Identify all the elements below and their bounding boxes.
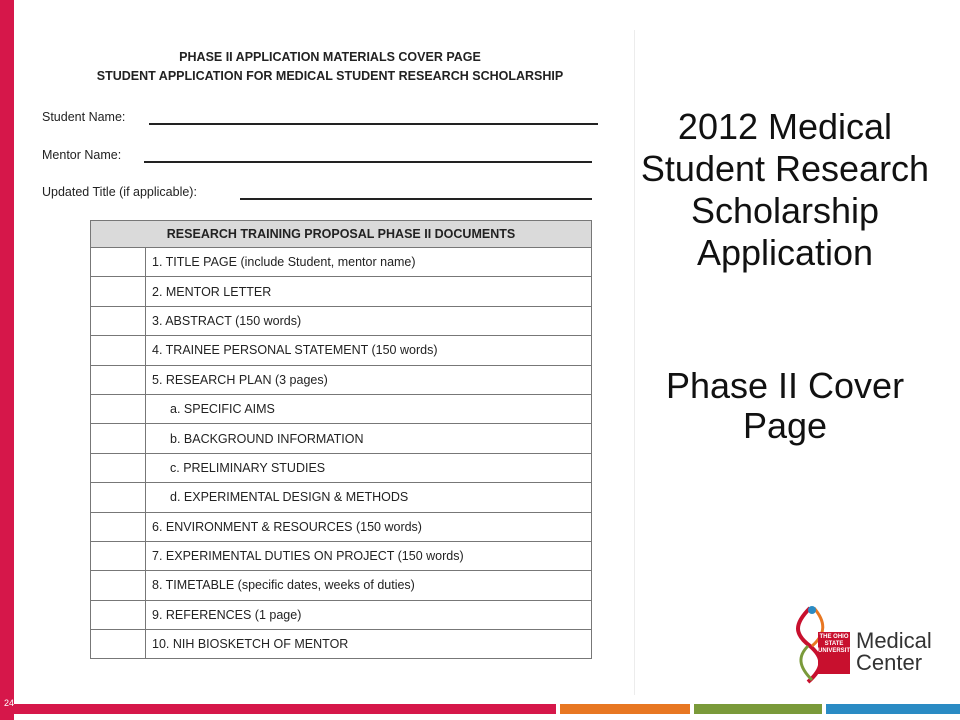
table-row: 5. RESEARCH PLAN (3 pages) — [91, 365, 592, 394]
updated-title-label: Updated Title (if applicable): — [42, 185, 197, 199]
slide-subtitle: Phase II Cover Page — [665, 365, 905, 446]
bottom-orange-segment — [560, 704, 690, 714]
mentor-name-line — [144, 161, 592, 163]
document-heading-1: PHASE II APPLICATION MATERIALS COVER PAGE — [179, 50, 481, 64]
table-row: 7. EXPERIMENTAL DUTIES ON PROJECT (150 words) — [91, 541, 592, 570]
table-row: 8. TIMETABLE (specific dates, weeks of duties) — [91, 571, 592, 600]
cover-page-document-image — [26, 30, 635, 695]
table-row: c. PRELIMINARY STUDIES — [91, 453, 592, 482]
table-row: 6. ENVIRONMENT & RESOURCES (150 words) — [91, 512, 592, 541]
table-row: d. EXPERIMENTAL DESIGN & METHODS — [91, 483, 592, 512]
table-row: 2. MENTOR LETTER — [91, 277, 592, 306]
page-number: 24 — [4, 698, 15, 708]
table-row: 3. ABSTRACT (150 words) — [91, 306, 592, 335]
logo-line-1: Medical — [856, 628, 932, 653]
logo-line-2: Center — [856, 650, 923, 675]
student-name-label: Student Name: — [42, 110, 126, 124]
slide-title: 2012 Medical Student Research Scholarship Application — [640, 106, 930, 273]
bottom-blue-segment — [826, 704, 960, 714]
table-row: 4. TRAINEE PERSONAL STATEMENT (150 words) — [91, 336, 592, 365]
table-row: 10. NIH BIOSKETCH OF MENTOR — [91, 630, 592, 659]
osu-medical-center-logo — [790, 604, 940, 684]
ohio-state-seal — [818, 632, 855, 674]
table-header: RESEARCH TRAINING PROPOSAL PHASE II DOCUMENTS — [91, 221, 592, 248]
table-row: 1. TITLE PAGE (include Student, mentor name) — [91, 248, 592, 277]
document-heading-2: STUDENT APPLICATION FOR MEDICAL STUDENT RESEARCH SCHOLARSHIP — [96, 69, 564, 83]
table-row: b. BACKGROUND INFORMATION — [91, 424, 592, 453]
bottom-red-segment — [0, 704, 556, 714]
logo-text — [856, 630, 932, 674]
phase-ii-documents-table — [90, 220, 592, 659]
mentor-name-label: Mentor Name: — [42, 148, 122, 162]
bottom-green-segment — [694, 704, 822, 714]
left-accent-bar — [0, 0, 14, 720]
student-name-line — [149, 123, 598, 125]
seal-text: THE OHIO STATE UNIVERSITY — [818, 634, 855, 654]
table-row: 9. REFERENCES (1 page) — [91, 600, 592, 629]
table-row: a. SPECIFIC AIMS — [91, 394, 592, 423]
updated-title-line — [240, 198, 592, 200]
